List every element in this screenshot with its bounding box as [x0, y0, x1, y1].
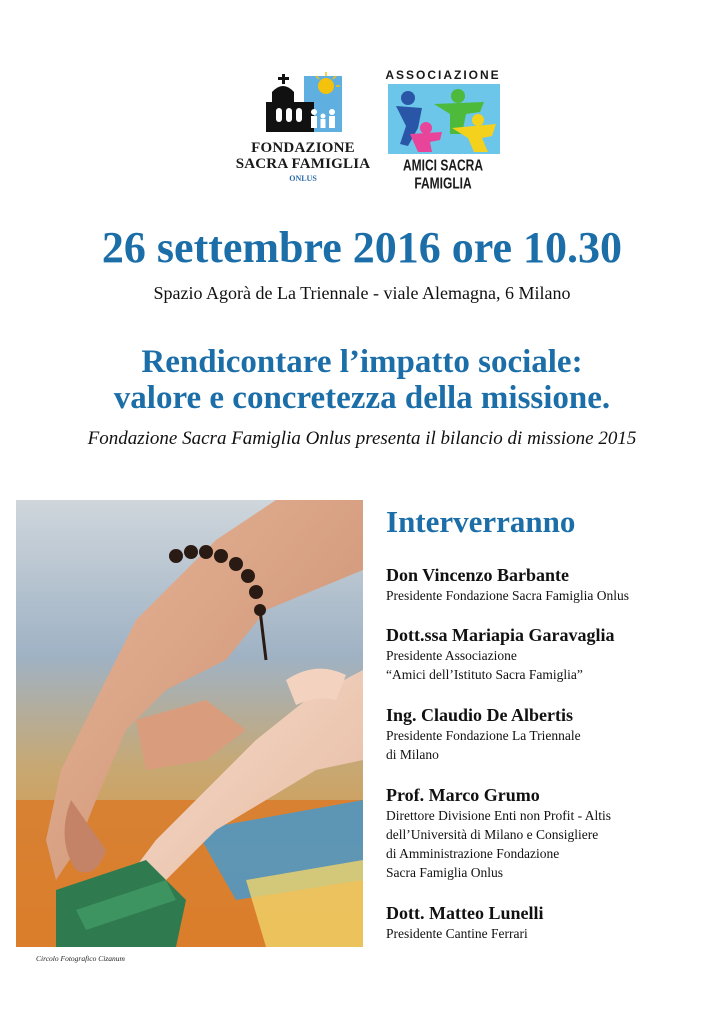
- speaker-role-line: Direttore Divisione Enti non Profit - Altis: [386, 808, 611, 823]
- fondazione-logo-line1: FONDAZIONE: [251, 140, 355, 156]
- speaker-entry: [386, 624, 716, 684]
- speaker-entry: [386, 784, 716, 882]
- speaker-name: Don Vincenzo Barbante: [386, 565, 570, 585]
- speaker-name: Ing. Claudio De Albertis: [386, 705, 574, 725]
- speaker-role-line: di Amministrazione Fondazione: [386, 846, 560, 861]
- fondazione-logo-line3: ONLUS: [289, 174, 317, 183]
- hands-photo: [16, 500, 363, 947]
- speaker-role-line: dell’Università di Milano e Consigliere: [386, 827, 599, 842]
- event-title-line2: valore e concretezza della missione.: [113, 380, 611, 416]
- speaker-role-line: Presidente Fondazione Sacra Famiglia Onlus: [386, 588, 629, 603]
- church-sun-family-icon: [264, 68, 344, 134]
- speaker-name: Prof. Marco Grumo: [386, 785, 540, 805]
- associazione-logo-top: ASSOCIAZIONE: [385, 68, 501, 82]
- associazione-logo: [384, 68, 504, 193]
- speaker-name: Dott.ssa Mariapia Garavaglia: [386, 625, 615, 645]
- fondazione-logo: [228, 68, 378, 188]
- speaker-entry: [386, 704, 716, 764]
- event-venue: Spazio Agorà de La Triennale - viale Alemagna, 6 Milano: [153, 283, 571, 303]
- speaker-role-line: Presidente Fondazione La Triennale: [386, 728, 581, 743]
- speaker-role-line: Presidente Associazione: [386, 648, 517, 663]
- fondazione-logo-line2: SACRA FAMIGLIA: [235, 156, 371, 172]
- event-subtitle: Fondazione Sacra Famiglia Onlus presenta il bilancio di missione 2015: [87, 428, 637, 449]
- photo-credit: Circolo Fotografico Cizanum: [36, 954, 125, 963]
- speaker-role-line: Sacra Famiglia Onlus: [386, 865, 503, 880]
- speaker-role-line: di Milano: [386, 747, 439, 762]
- speaker-name: Dott. Matteo Lunelli: [386, 903, 544, 923]
- event-title-line1: Rendicontare l’impatto sociale:: [141, 344, 583, 380]
- speaker-role-line: Presidente Cantine Ferrari: [386, 926, 528, 941]
- speakers-heading: Interverranno: [386, 504, 576, 539]
- speaker-role-line: “Amici dell’Istituto Sacra Famiglia”: [386, 667, 583, 682]
- speaker-entry: [386, 902, 716, 943]
- event-date: 26 settembre 2016 ore 10.30: [101, 223, 623, 272]
- holding-hands-figures-icon: [388, 84, 500, 154]
- associazione-logo-bottom: AMICI SACRA FAMIGLIA: [403, 156, 483, 193]
- speaker-entry: [386, 564, 716, 605]
